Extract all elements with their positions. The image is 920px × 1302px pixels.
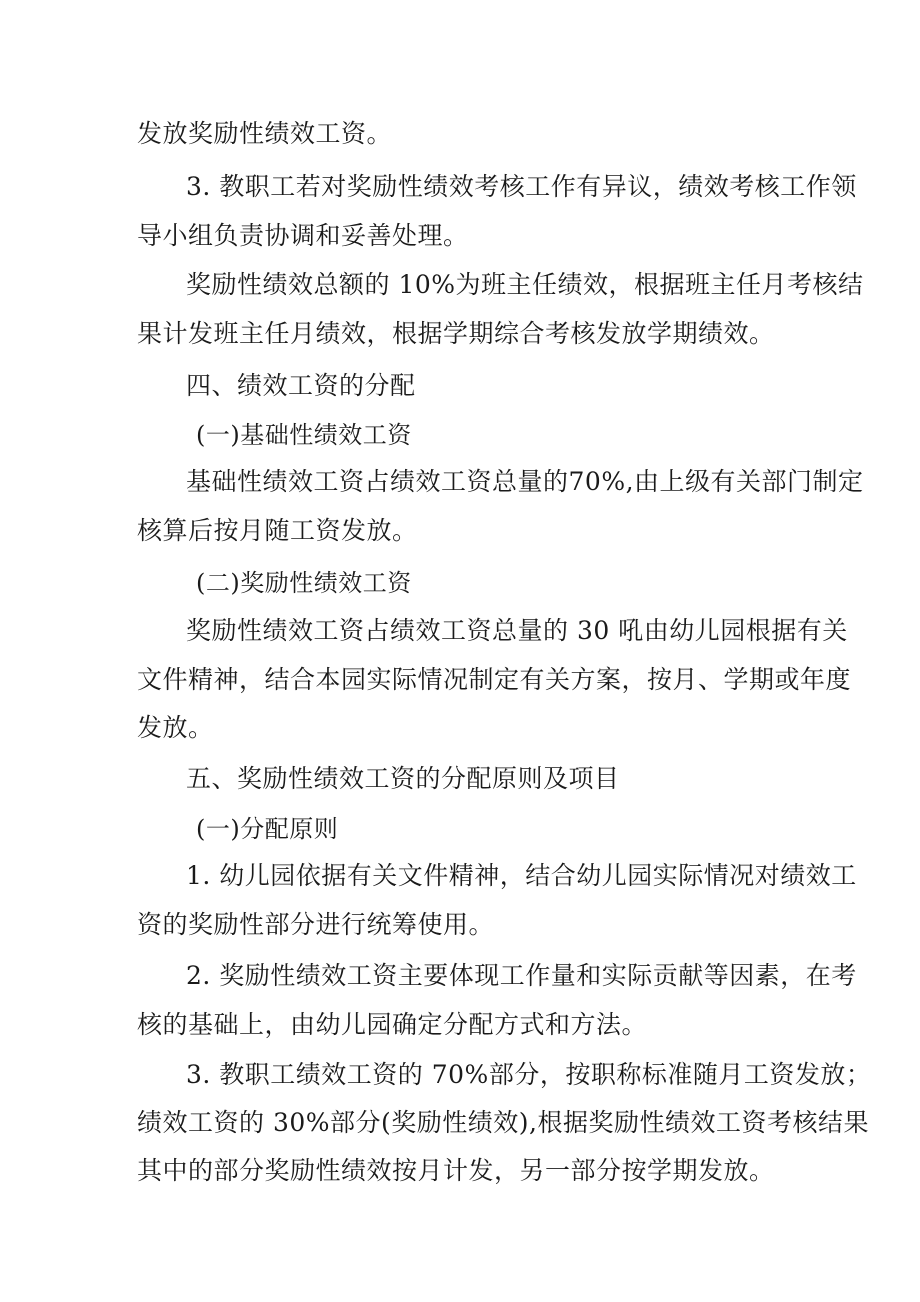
paragraph-line: 文件精神，结合本园实际情况制定有关方案，按月、学期或年度 [137, 665, 852, 694]
paragraph-line: 基础性绩效工资占绩效工资总量的70%,由上级有关部门制定 [186, 467, 864, 496]
paragraph-line: 导小组负责协调和妥善处理。 [137, 221, 469, 250]
paragraph-line: 3. 教职工绩效工资的 70%部分，按职称标准随月工资发放； [186, 1060, 872, 1089]
paragraph-line: 2. 奖励性绩效工资主要体现工作量和实际贡献等因素，在考 [186, 961, 857, 990]
paragraph-line: 发放奖励性绩效工资。 [137, 119, 393, 148]
section-heading-5: 五、奖励性绩效工资的分配原则及项目 [186, 764, 620, 793]
paragraph-line: 奖励性绩效工资占绩效工资总量的 30 吼由幼儿园根据有关 [186, 616, 848, 645]
subsection-heading: (二)奖励性绩效工资 [196, 569, 412, 597]
paragraph-line: 核算后按月随工资发放。 [137, 516, 418, 545]
paragraph-line: 奖励性绩效总额的 10%为班主任绩效，根据班主任月考核结 [186, 270, 864, 299]
paragraph-line: 1. 幼儿园依据有关文件精神，结合幼儿园实际情况对绩效工 [186, 861, 857, 890]
section-heading-4: 四、绩效工资的分配 [186, 371, 416, 400]
paragraph-line: 其中的部分奖励性绩效按月计发，另一部分按学期发放。 [137, 1156, 775, 1185]
paragraph-line: 发放。 [137, 713, 214, 742]
paragraph-line: 果计发班主任月绩效，根据学期综合考核发放学期绩效。 [137, 319, 775, 348]
paragraph-line: 3. 教职工若对奖励性绩效考核工作有异议，绩效考核工作领 [186, 172, 857, 201]
subsection-heading: (一)分配原则 [196, 815, 339, 843]
subsection-heading: (一)基础性绩效工资 [196, 421, 412, 449]
paragraph-line: 核的基础上，由幼儿园确定分配方式和方法。 [137, 1010, 648, 1039]
paragraph-line: 绩效工资的 30%部分(奖励性绩效),根据奖励性绩效工资考核结果 [137, 1108, 869, 1137]
paragraph-line: 资的奖励性部分进行统筹使用。 [137, 910, 495, 939]
